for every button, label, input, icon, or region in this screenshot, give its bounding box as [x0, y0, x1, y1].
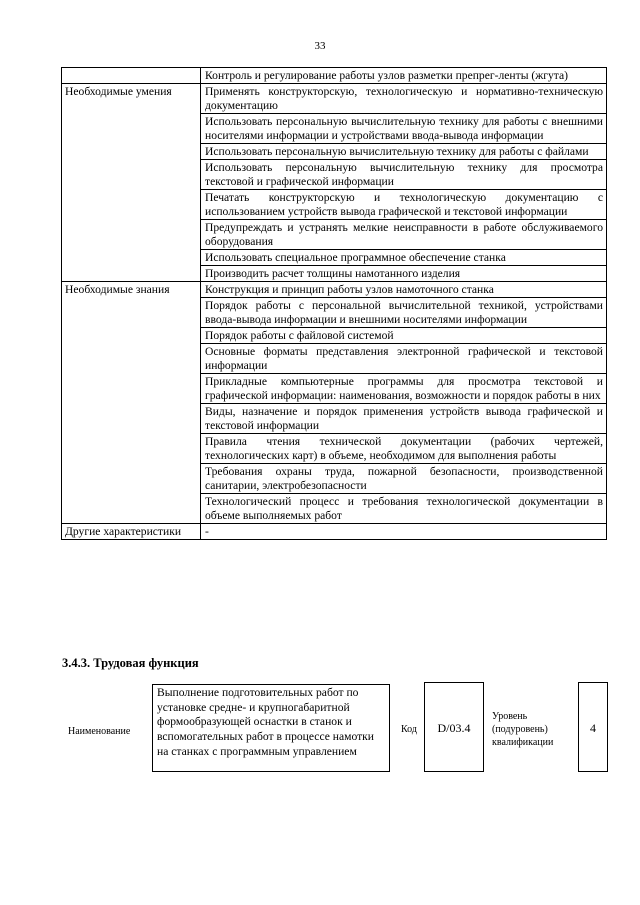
- row-item-text: Печатать конструкторскую и технологическую документацию с использованием устройств вывода графической и текстовой информации: [201, 190, 607, 220]
- row-item-text: Использовать персональную вычислительную технику для работы с внешними носителями информации и устройствами ввода-вывода информации: [201, 114, 607, 144]
- function-name-value: Выполнение подготовительных работ по установке средне- и крупногабаритной формообразующей оснастки в станок и вспомогательных работ в процессе намотки на станках с программным управлением: [152, 684, 390, 772]
- qualification-level-value: 4: [578, 682, 608, 772]
- row-item-text: Использовать персональную вычислительную технику для просмотра текстовой и графической информации: [201, 160, 607, 190]
- qualification-level-label: Уровень (подуровень) квалификации: [492, 711, 554, 748]
- row-item-text: Порядок работы с персональной вычислительной техникой, устройствами ввода-вывода информации и внешними носителями информации: [201, 298, 607, 328]
- row-item-text: Контроль и регулирование работы узлов разметки препрег-ленты (жгута): [201, 68, 607, 84]
- row-item-text: Прикладные компьютерные программы для просмотра текстовой и графической информации: наименования, возможности и порядок работы в них: [201, 374, 607, 404]
- code-value: D/03.4: [424, 682, 484, 772]
- row-item-text: Требования охраны труда, пожарной безопасности, производственной санитарии, электробезопасности: [201, 464, 607, 494]
- table-row: [62, 524, 607, 540]
- row-item-text: Основные форматы представления электронной графической и текстовой информации: [201, 344, 607, 374]
- code-label: Код: [401, 724, 417, 735]
- row-item-text: Предупреждать и устранять мелкие неисправности в работе обслуживаемого оборудования: [201, 220, 607, 250]
- row-item-text: Использовать специальное программное обеспечение станка: [201, 250, 607, 266]
- row-category-label: Другие характеристики: [62, 524, 201, 540]
- row-item-text: Применять конструкторскую, технологическую и нормативно-техническую документацию: [201, 84, 607, 114]
- row-item-text: Порядок работы с файловой системой: [201, 328, 607, 344]
- section-heading: 3.4.3. Трудовая функция: [62, 656, 199, 670]
- page-number: 33: [314, 40, 326, 52]
- table-row: [62, 282, 607, 298]
- row-item-text: Технологический процесс и требования технологической документации в объеме выполняемых работ: [201, 494, 607, 524]
- row-item-text: Правила чтения технической документации (рабочих чертежей, технологических карт) в объеме, необходимом для выполнения работы: [201, 434, 607, 464]
- row-item-text: Производить расчет толщины намотанного изделия: [201, 266, 607, 282]
- row-item-text: -: [201, 524, 607, 540]
- row-item-text: Виды, назначение и порядок применения устройств вывода графической и текстовой информации: [201, 404, 607, 434]
- row-item-text: Использовать персональную вычислительную технику для работы с файлами: [201, 144, 607, 160]
- row-category-label: Необходимые знания: [62, 282, 201, 524]
- row-category-label: Необходимые умения: [62, 84, 201, 282]
- table-row: [62, 68, 607, 84]
- row-category-label: [62, 68, 201, 84]
- competency-table: [61, 67, 607, 540]
- function-name-label: Наименование: [68, 726, 131, 737]
- row-item-text: Конструкция и принцип работы узлов намоточного станка: [201, 282, 607, 298]
- table-row: [62, 84, 607, 114]
